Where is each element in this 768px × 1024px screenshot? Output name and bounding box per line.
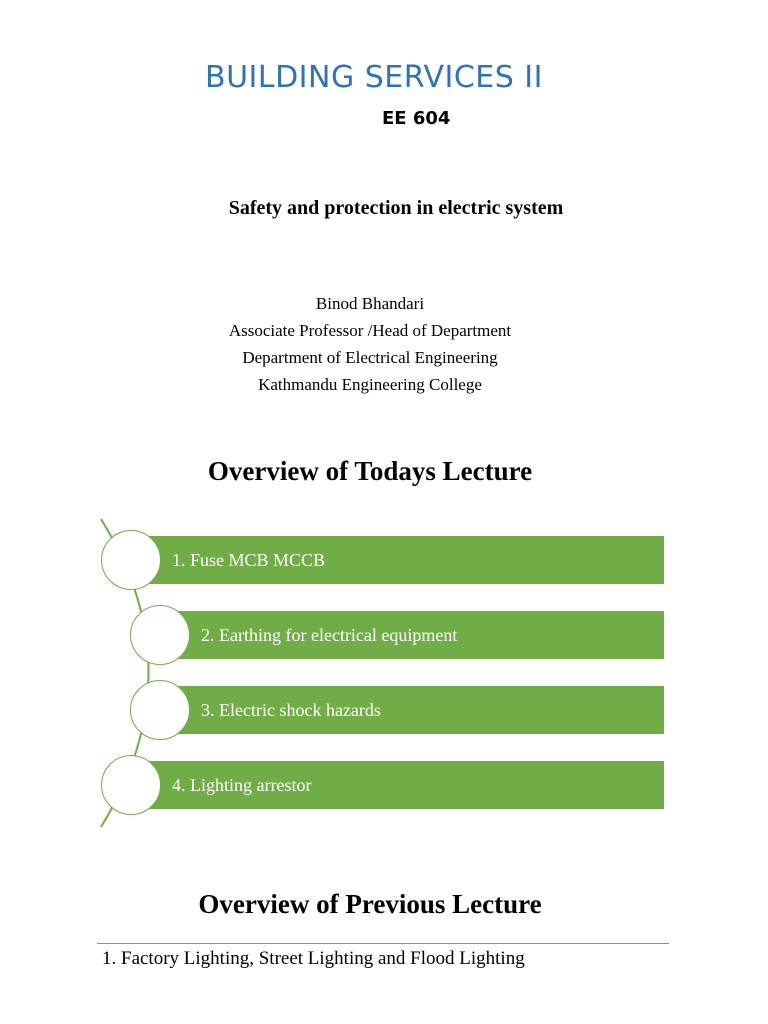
todays-lecture-heading: Overview of Todays Lecture: [207, 456, 533, 486]
agenda-item-4: 4. Lighting arrestor: [131, 761, 664, 809]
agenda-item-2: 2. Earthing for electrical equipment: [160, 611, 664, 659]
lecture-topic: Safety and protection in electric system: [228, 197, 564, 219]
previous-lecture-item-1: 1. Factory Lighting, Street Lighting and Flood Lighting: [102, 948, 525, 969]
author-department: Department of Electrical Engineering: [242, 348, 498, 367]
agenda-bullet-4: [101, 755, 161, 815]
agenda-item-1: 1. Fuse MCB MCCB: [131, 536, 664, 584]
author-college: Kathmandu Engineering College: [258, 375, 482, 394]
section-divider: [97, 943, 669, 944]
previous-lecture-heading: Overview of Previous Lecture: [198, 889, 542, 919]
agenda-bullet-3: [130, 680, 190, 740]
author-name: Binod Bhandari: [315, 294, 425, 313]
course-title: BUILDING SERVICES II: [204, 60, 544, 95]
agenda-bullet-1: [101, 530, 161, 590]
course-code: EE 604: [382, 108, 451, 129]
agenda-item-3: 3. Electric shock hazards: [160, 686, 664, 734]
author-position: Associate Professor /Head of Department: [228, 321, 512, 340]
agenda-bullet-2: [130, 605, 190, 665]
